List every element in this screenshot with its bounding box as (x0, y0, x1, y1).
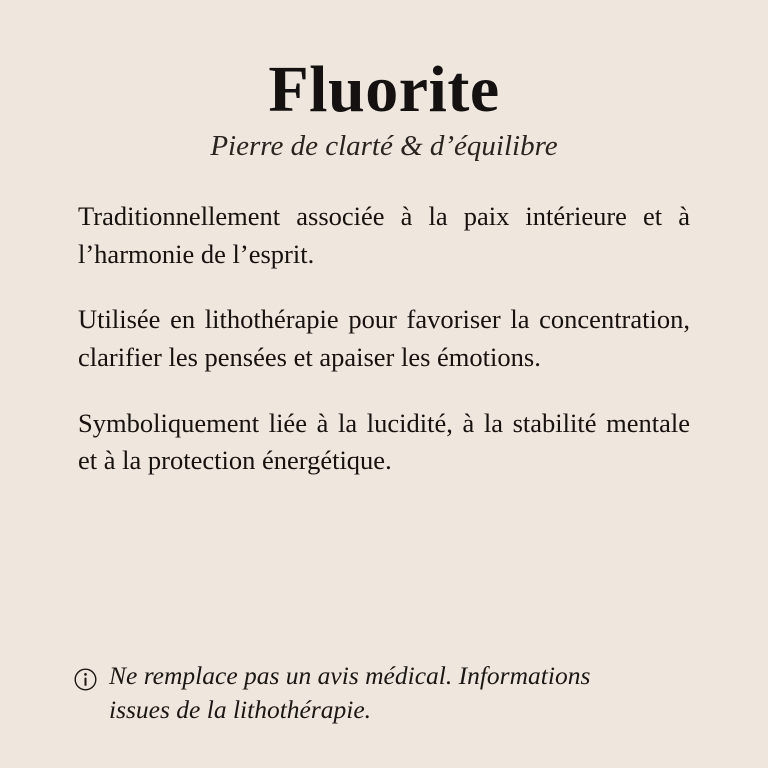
disclaimer-row (74, 659, 694, 728)
disclaimer-text: Ne remplace pas un avis médical. Informations issues de la lithothérapie. (109, 660, 591, 725)
description-paragraph: Traditionnellement associée à la paix intérieure et à l’harmonie de l’esprit. (78, 201, 690, 269)
description-paragraph: Symboliquement liée à la lucidité, à la stabilité mentale et à la protection énergétique. (78, 407, 690, 476)
page-title: Fluorite (268, 53, 500, 126)
page-subtitle: Pierre de clarté & d’équilibre (210, 130, 558, 163)
description-paragraph: Utilisée en lithothérapie pour favoriser la concentration, clarifier les pensées et apaiser les émotions. (78, 304, 690, 372)
info-icon (74, 668, 97, 691)
card-header (74, 53, 694, 164)
card-body (74, 198, 694, 643)
